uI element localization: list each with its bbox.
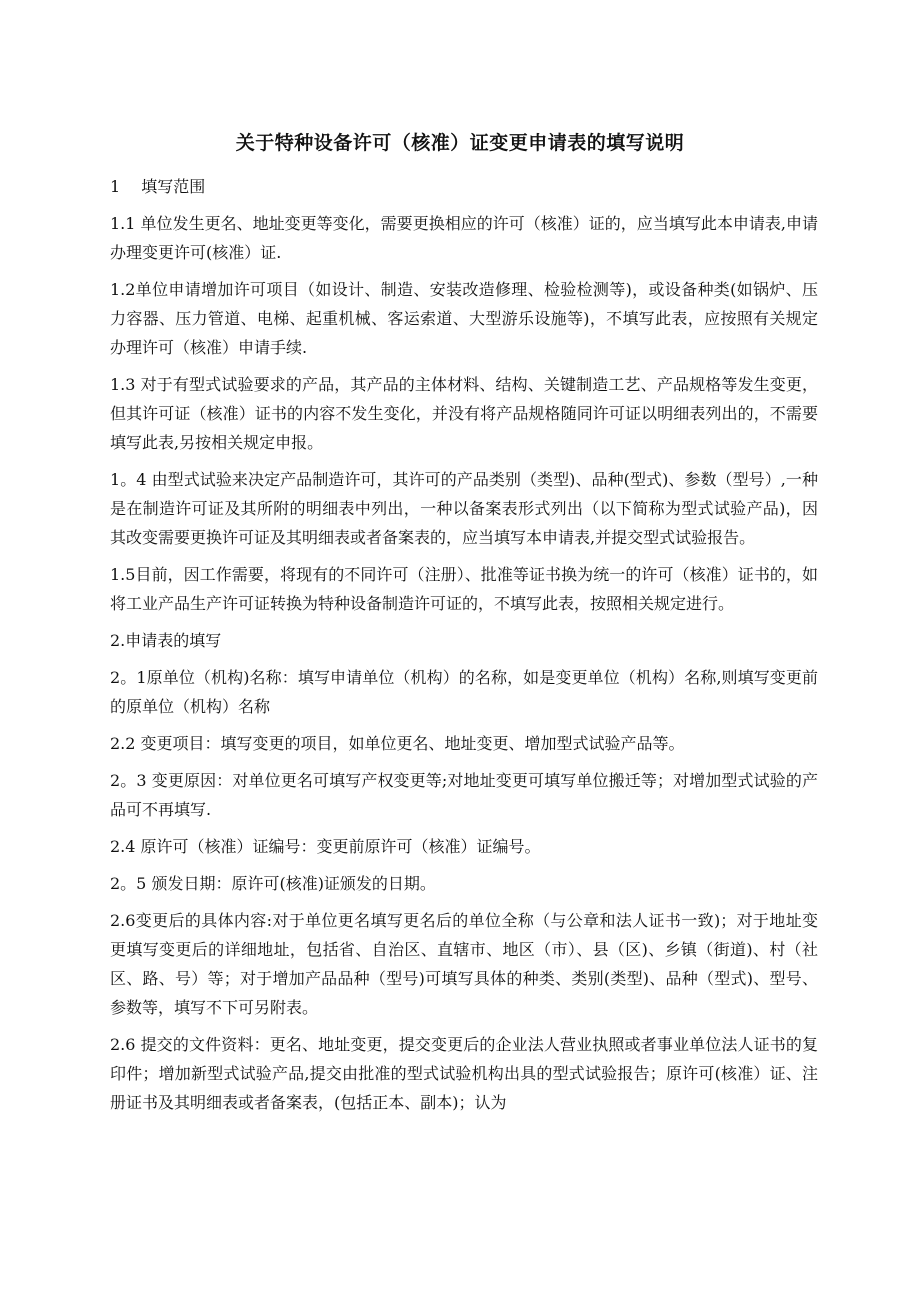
document-body <box>110 172 818 1125</box>
paragraph-1-2: 1.2单位申请增加许可项目（如设计、制造、安装改造修理、检验检测等)，或设备种类(如锅炉、压力容器、压力管道、电梯、起重机械、客运索道、大型游乐设施等)，不填写此表，应按照有关规定办理许可（核准）申请手续. <box>110 280 818 357</box>
paragraph-1-4: 1。4 由型式试验来决定产品制造许可，其许可的产品类别（类型)、品种(型式)、参数（型号）,一种是在制造许可证及其所附的明细表中列出，一种以备案表形式列出（以下简称为型式试验产品)，因其改变需要更换许可证及其明细表或者备案表的，应当填写本申请表,并提交型式试验报告。 <box>110 470 818 547</box>
paragraph-2-3: 2。3 变更原因：对单位更名可填写产权变更等;对地址变更可填写单位搬迁等；对增加型式试验的产品可不再填写. <box>110 771 818 819</box>
paragraph-2-6-content: 2.6变更后的具体内容:对于单位更名填写更名后的单位全称（与公章和法人证书一致)；对于地址变更填写变更后的详细地址，包括省、自治区、直辖市、地区（市）、县（区)、乡镇（街道)、村（社区、路、号）等；对于增加产品品种（型号)可填写具体的种类、类别(类型)、品种（型式)、型号、参数等，填写不下可另附表。 <box>110 911 818 1017</box>
paragraph-1-3: 1.3 对于有型式试验要求的产品，其产品的主体材料、结构、关键制造工艺、产品规格等发生变更，但其许可证（核准）证书的内容不发生变化，并没有将产品规格随同许可证以明细表列出的，不需要填写此表,另按相关规定申报。 <box>110 375 818 452</box>
paragraph-2-5: 2。5 颁发日期：原许可(核准)证颁发的日期。 <box>110 874 436 893</box>
paragraph-2-1: 2。1原单位（机构)名称：填写申请单位（机构）的名称，如是变更单位（机构）名称,则填写变更前的原单位（机构）名称 <box>110 668 818 716</box>
document-title: 关于特种设备许可（核准）证变更申请表的填写说明 <box>235 132 685 154</box>
paragraph-2-6-documents: 2.6 提交的文件资料：更名、地址变更，提交变更后的企业法人营业执照或者事业单位法人证书的复印件；增加新型式试验产品,提交由批准的型式试验机构出具的型式试验报告；原许可(核准）证、注册证书及其明细表或者备案表，(包括正本、副本)；认为 <box>110 1035 818 1112</box>
section-2-heading: 2.申请表的填写 <box>110 631 222 650</box>
paragraph-2-4: 2.4 原许可（核准）证编号：变更前原许可（核准）证编号。 <box>110 837 541 856</box>
paragraph-1-1: 1.1 单位发生更名、地址变更等变化，需要更换相应的许可（核准）证的，应当填写此本申请表,申请办理变更许可(核准）证. <box>110 214 818 262</box>
section-1-heading: 1 填写范围 <box>110 177 206 196</box>
paragraph-2-2: 2.2 变更项目：填写变更的项目，如单位更名、地址变更、增加型式试验产品等。 <box>110 734 685 753</box>
paragraph-1-5: 1.5目前，因工作需要，将现有的不同许可（注册）、批准等证书换为统一的许可（核准）证书的，如将工业产品生产许可证转换为特种设备制造许可证的，不填写此表，按照相关规定进行。 <box>110 565 818 613</box>
